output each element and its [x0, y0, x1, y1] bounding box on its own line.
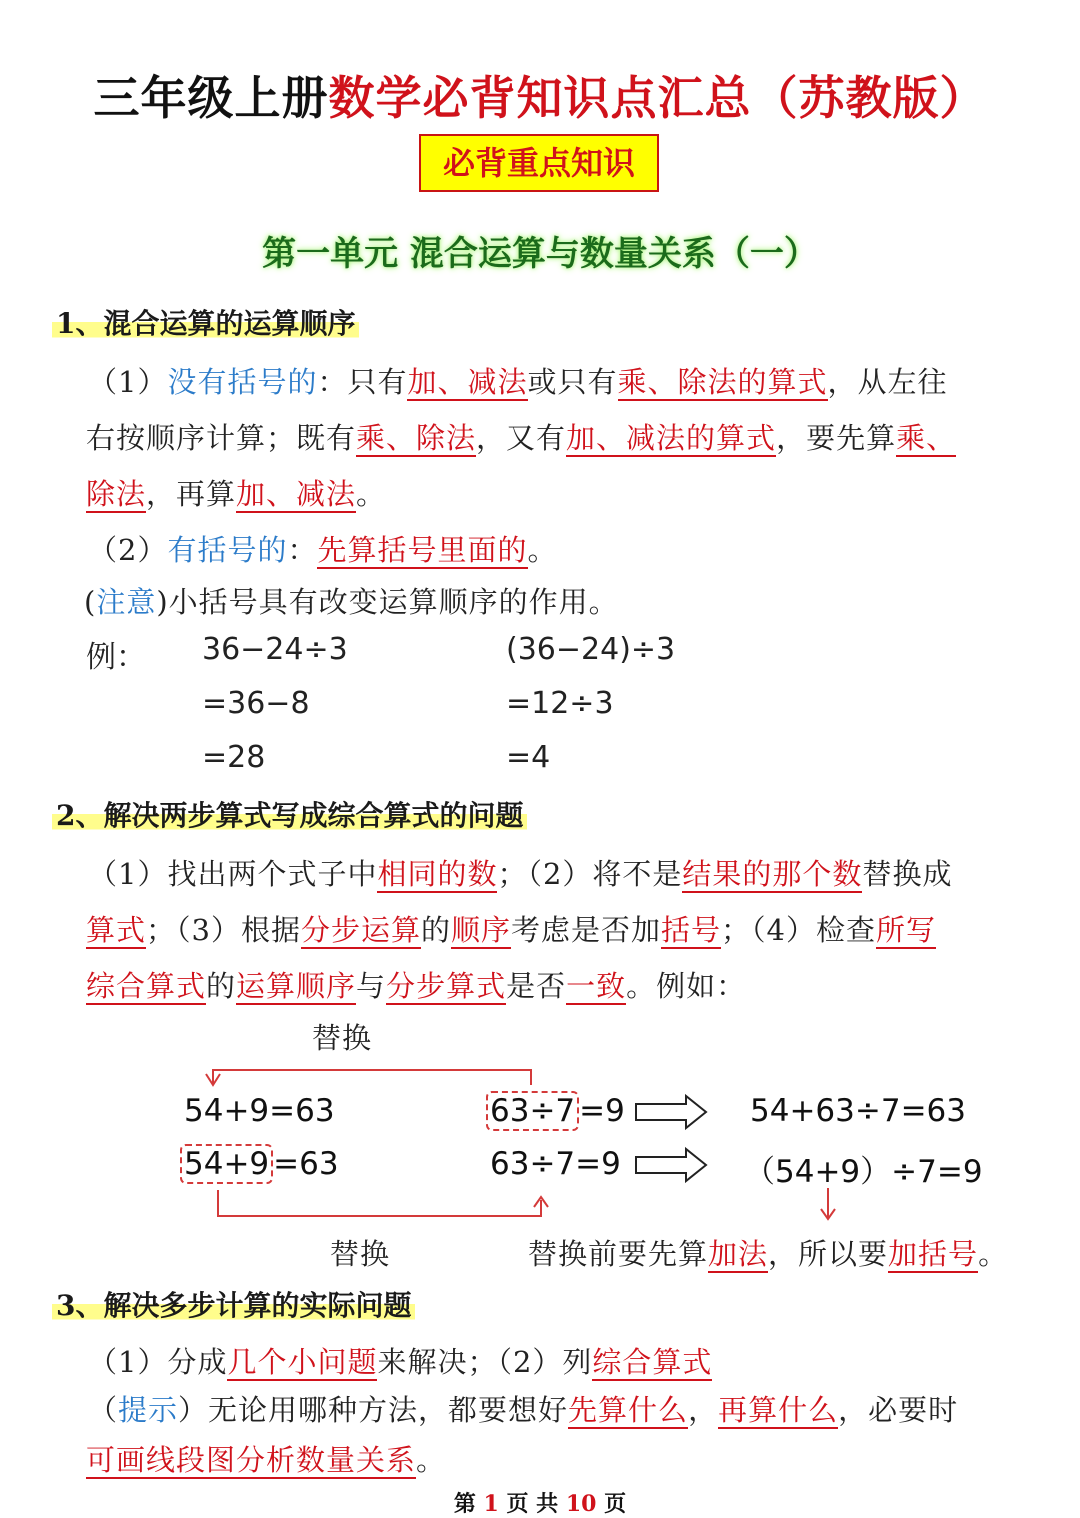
title-grade: 三年级上册: [93, 71, 329, 125]
section-2-heading: [52, 794, 527, 834]
s1-para1-line2: 右按顺序计算；既有乘、除法，又有加、减法的算式，要先算乘、: [86, 421, 957, 455]
example-left-step-1: 36−24÷3: [202, 632, 348, 667]
s2-para-line2: 算式；（3）根据分步运算的顺序考虑是否加括号；（4）检查所写: [86, 913, 937, 947]
s3-para1: （1）分成几个小问题来解决；（2）列综合算式: [88, 1345, 713, 1379]
title-subject: 数学必背知识点汇总（苏教版）: [328, 71, 987, 125]
section-2-heading-text: 2、解决两步算式写成综合算式的问题: [52, 799, 527, 832]
row1-middle-equation: 63÷7 =9: [486, 1093, 625, 1129]
row2-replace-box: 54+9: [180, 1144, 273, 1184]
hollow-arrow-row1: [636, 1096, 706, 1128]
unit-title: 第一单元 混合运算与数量关系（一）: [262, 234, 818, 274]
s1-para1-line3: 除法，再算加、减法。: [86, 477, 387, 511]
row2-combined-equation: （54+9）÷7=9: [744, 1154, 983, 1190]
row2-middle-equation: 63÷7=9: [490, 1146, 621, 1182]
row1-left-equation: 54+9=63: [184, 1093, 335, 1129]
example-right-step-3: =4: [506, 740, 551, 775]
s3-tip-line1: （提示）无论用哪种方法，都要想好先算什么，再算什么，必要时: [88, 1393, 959, 1427]
replace-top-label: 替换: [312, 1021, 373, 1055]
bottom-replace-arrow: [218, 1190, 541, 1216]
example-right-step-1: (36−24)÷3: [506, 632, 676, 667]
example-right-step-2: =12÷3: [506, 686, 614, 721]
section-1-heading-text: 1、混合运算的运算顺序: [52, 307, 359, 340]
section-1-heading: [52, 302, 359, 342]
replace-bottom-label: 替换: [330, 1237, 391, 1271]
s2-para-line3: 综合算式的运算顺序与分步算式是否一致。例如：: [86, 969, 747, 1003]
page-footer: 第 1 页 共 10 页: [453, 1491, 627, 1517]
s1-note: (注意)小括号具有改变运算顺序的作用。: [84, 585, 619, 619]
s2-para-line1: （1）找出两个式子中相同的数；（2）将不是结果的那个数替换成: [88, 857, 953, 891]
section-3-heading-text: 3、解决多步计算的实际问题: [52, 1289, 415, 1322]
row1-replace-box: 63÷7: [486, 1091, 579, 1131]
row2-left-equation: 54+9 =63: [180, 1146, 339, 1182]
example-left-step-3: =28: [202, 740, 266, 775]
hollow-arrow-row2: [636, 1149, 706, 1181]
example-left-step-2: =36−8: [202, 686, 310, 721]
s1-para1-line1: （1）没有括号的：只有加、减法或只有乘、除法的算式，从左往: [88, 365, 948, 399]
replacement-diagram-arrows: [0, 1040, 1080, 1230]
example-label: 例：: [86, 640, 146, 675]
key-knowledge-badge: 必背重点知识: [419, 134, 659, 192]
top-replace-arrow: [213, 1070, 531, 1085]
row1-combined-equation: 54+63÷7=63: [750, 1093, 966, 1129]
s1-para2: （2）有括号的：先算括号里面的。: [88, 533, 558, 567]
page-title: [0, 62, 1080, 128]
bracket-explanation: 替换前要先算加法，所以要加括号。: [528, 1237, 1009, 1271]
s3-tip-line2: 可画线段图分析数量关系。: [86, 1443, 447, 1477]
section-3-heading: [52, 1284, 415, 1324]
